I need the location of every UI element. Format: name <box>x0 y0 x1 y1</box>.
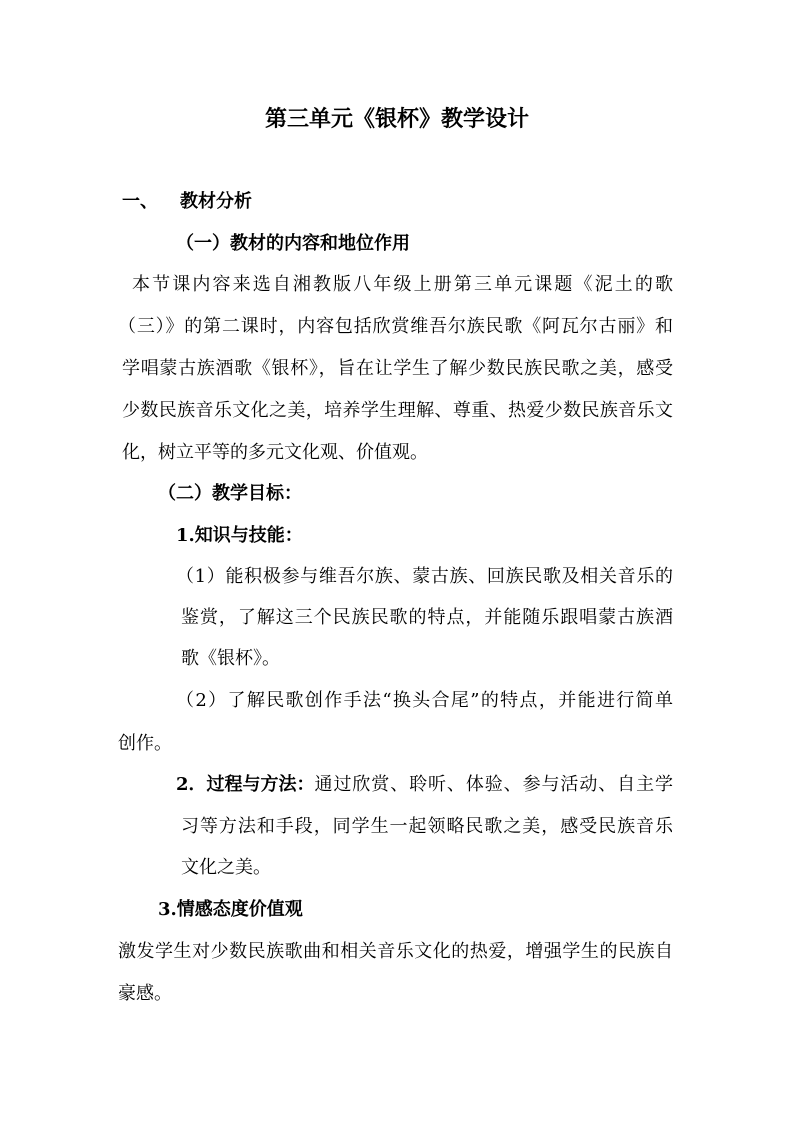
goal-heading-knowledge: 1.知识与技能： <box>176 525 303 546</box>
goal-point-line: 创作。 <box>118 733 172 754</box>
paragraph-line: 学唱蒙古族酒歌《银杯》，旨在让学生了解少数民族民歌之美，感受 <box>122 358 673 379</box>
paragraph-line: 少数民族音乐文化之美，培养学生理解、尊重、热爱少数民族音乐文 <box>122 400 673 421</box>
paragraph-line: （三）》的第二课时，内容包括欣赏维吾尔族民歌《阿瓦尔古丽》和 <box>118 316 673 337</box>
goal-process-line <box>176 773 673 797</box>
goal-attitude-line: 激发学生对少数民族歌曲和相关音乐文化的热爱，增强学生的民族自 <box>118 941 673 962</box>
goal-process-line: 文化之美。 <box>181 857 271 878</box>
goal-process-text: 通过欣赏、聆听、体验、参与活动、自主学 <box>314 774 673 795</box>
goal-point-line: （2）了解民歌创作手法“换头合尾”的特点，并能进行简单 <box>176 690 673 711</box>
subsection-heading-content: （一）教材的内容和地位作用 <box>176 233 410 254</box>
goal-attitude-line: 豪感。 <box>118 983 172 1004</box>
goal-point-line: 歌《银杯》。 <box>181 648 280 669</box>
paragraph-line: 化，树立平等的多元文化观、价值观。 <box>122 442 428 463</box>
goal-point-line: 鉴赏，了解这三个民族民歌的特点，并能随乐跟唱蒙古族酒 <box>181 607 673 628</box>
goal-process-line: 习等方法和手段，同学生一起领略民歌之美，感受民族音乐 <box>181 816 673 837</box>
subsection-heading-goals: （二）教学目标： <box>158 483 302 504</box>
document-title: 第三单元《银杯》教学设计 <box>264 106 529 132</box>
section-heading: 教材分析 <box>180 191 252 212</box>
goal-point-line: （1）能积极参与维吾尔族、蒙古族、回族民歌及相关音乐的 <box>176 566 673 587</box>
goal-heading-attitude: 3.情感态度价值观 <box>158 899 303 920</box>
paragraph-line: 本节课内容来选自湘教版八年级上册第三单元课题《泥土的歌 <box>132 274 673 295</box>
section-number: 一、 <box>122 191 158 212</box>
goal-heading-process: 2．过程与方法： <box>176 774 315 795</box>
